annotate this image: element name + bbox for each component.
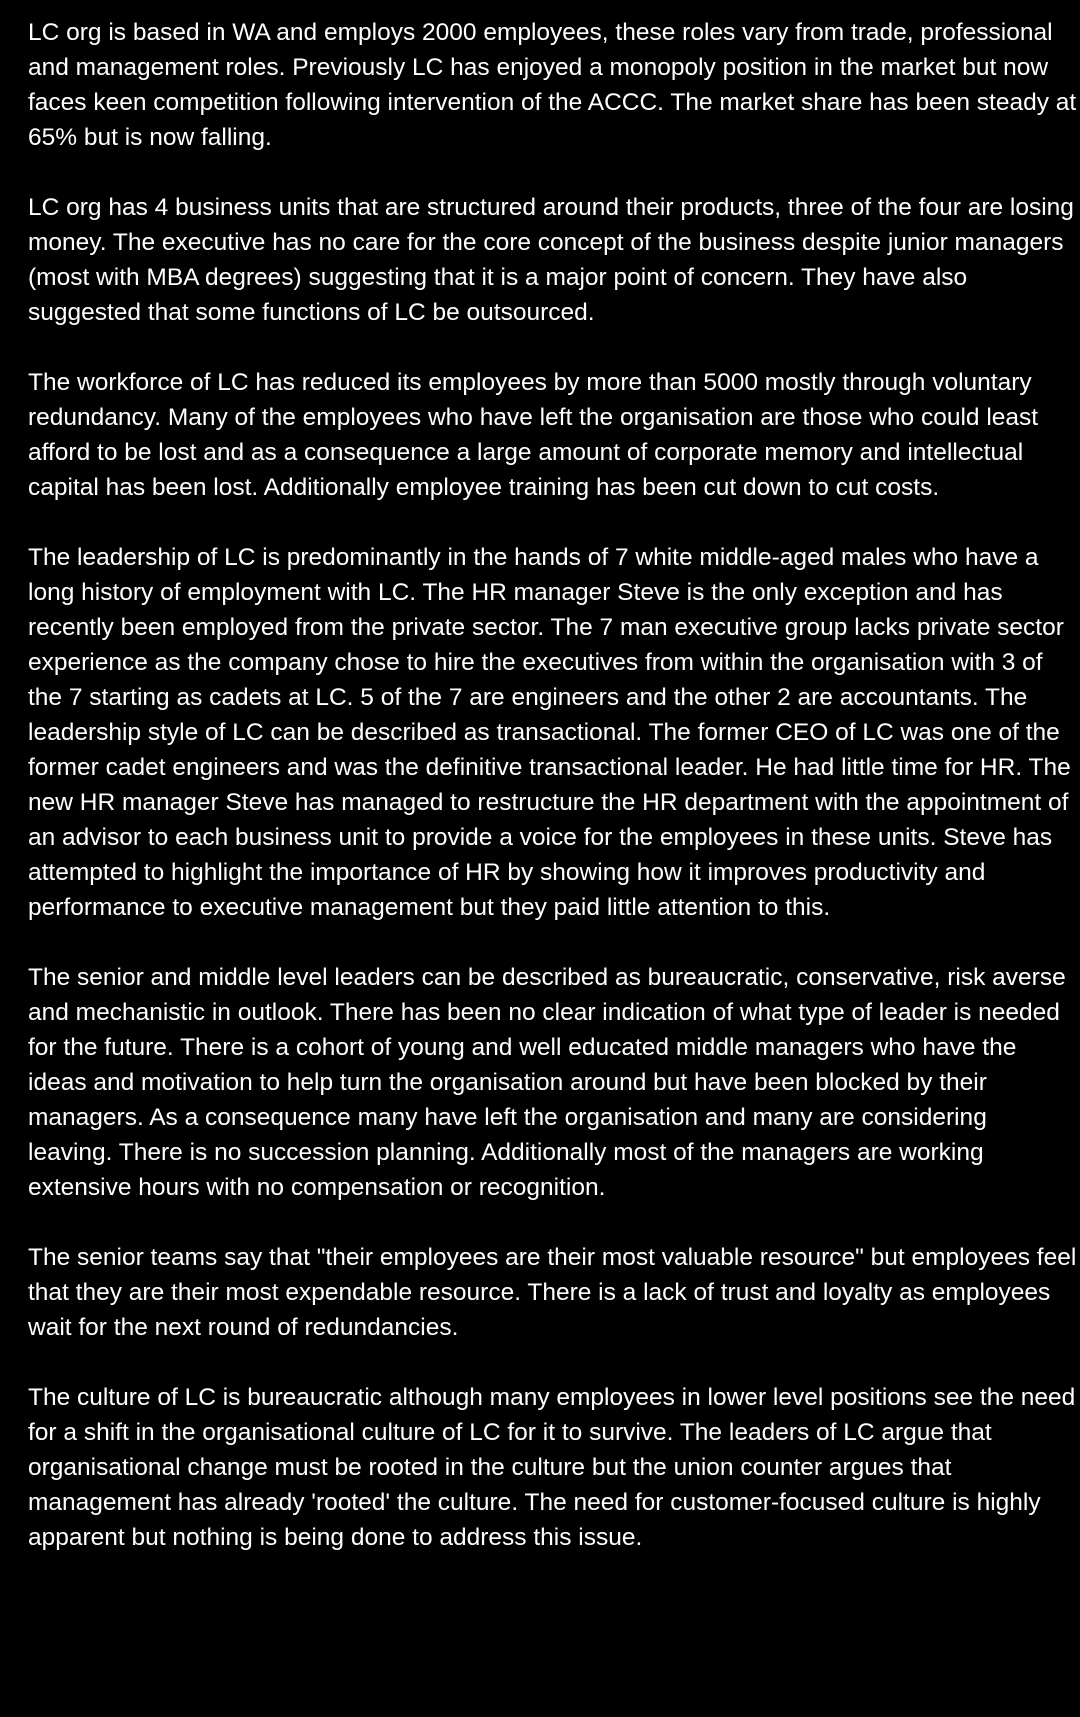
paragraph-senior-middle-leaders: The senior and middle level leaders can be described as bureaucratic, conservative, risk averse and mechanistic in outlook. There has been no clear indication of what type of leader is needed for the future. There is a cohort of young and well educated middle managers who have the ideas and motivation to help turn the organisation around but have been blocked by their managers. As a consequence many have left the organisation and many are considering leaving. There is no succession planning. Additionally most of the managers are working extensive hours with no compensation or recognition. bbox=[28, 964, 1066, 1201]
paragraph-workforce-reduction: The workforce of LC has reduced its employees by more than 5000 mostly through voluntary redundancy. Many of the employees who have left the organisation are those who could least afford to be lost and as a consequence a large amount of corporate memory and intellectual capital has been lost. Additionally employee training has been cut down to cut costs. bbox=[28, 369, 1039, 501]
paragraph-employee-perception: The senior teams say that "their employees are their most valuable resource" but employees feel that they are their most expendable resource. There is a lack of trust and loyalty as employees wait for the next round of redundancies. bbox=[28, 1244, 1077, 1341]
paragraph-business-units: LC org has 4 business units that are structured around their products, three of the four are losing money. The executive has no care for the core concept of the business despite junior managers (most with MBA degrees) suggesting that it is a major point of concern. They have also suggested that some functions of LC be outsourced. bbox=[28, 194, 1074, 326]
paragraph-company-overview: LC org is based in WA and employs 2000 employees, these roles vary from trade, professional and management roles. Previously LC has enjoyed a monopoly position in the market but now faces keen competition following intervention of the ACCC. The market share has been steady at 65% but is now falling. bbox=[28, 19, 1077, 151]
paragraph-leadership: The leadership of LC is predominantly in the hands of 7 white middle-aged males who have a long history of employment with LC. The HR manager Steve is the only exception and has recently been employed from the private sector. The 7 man executive group lacks private sector experience as the company chose to hire the executives from within the organisation with 3 of the 7 starting as cadets at LC. 5 of the 7 are engineers and the other 2 are accountants. The leadership style of LC can be described as transactional. The former CEO of LC was one of the former cadet engineers and was the definitive transactional leader. He had little time for HR. The new HR manager Steve has managed to restructure the HR department with the appointment of an advisor to each business unit to provide a voice for the employees in these units. Steve has attempted to highlight the importance of HR by showing how it improves productivity and performance to executive management but they paid little attention to this. bbox=[28, 544, 1071, 921]
case-study-document bbox=[28, 15, 1078, 1555]
paragraph-culture: The culture of LC is bureaucratic although many employees in lower level positions see the need for a shift in the organisational culture of LC for it to survive. The leaders of LC argue that organisational change must be rooted in the culture but the union counter argues that management has already 'rooted' the culture. The need for customer-focused culture is highly apparent but nothing is being done to address this issue. bbox=[28, 1384, 1076, 1551]
